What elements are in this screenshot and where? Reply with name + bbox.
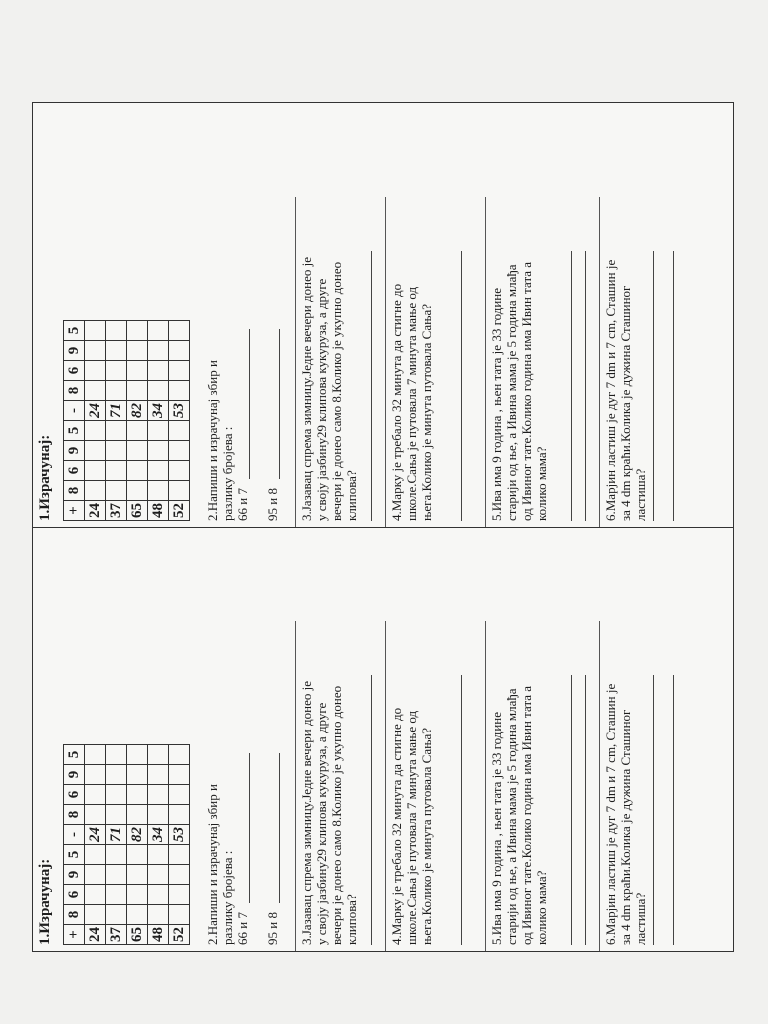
answer-cell[interactable] [127, 905, 148, 925]
table-cell: 53 [169, 401, 190, 421]
table-row [148, 745, 169, 945]
answer-cell[interactable] [106, 461, 127, 481]
section-divider [385, 621, 386, 951]
answer-cell[interactable] [169, 885, 190, 905]
table-cell: + [64, 501, 85, 521]
table-cell: 5 [64, 845, 85, 865]
answer-cell[interactable] [127, 845, 148, 865]
table-cell: 9 [64, 341, 85, 361]
answer-cell[interactable] [169, 765, 190, 785]
answer-cell[interactable] [85, 321, 106, 341]
answer-cell[interactable] [85, 845, 106, 865]
answer-cell[interactable] [85, 745, 106, 765]
answer-cell[interactable] [169, 845, 190, 865]
answer-cell[interactable] [169, 461, 190, 481]
answer-cell[interactable] [106, 805, 127, 825]
table-cell: 9 [64, 865, 85, 885]
task2-pair1: 66 и 7 [235, 488, 250, 521]
task2-text: 2.Напиши и израчунај збир и разлику бројева : [205, 360, 235, 521]
answer-cell[interactable] [127, 745, 148, 765]
answer-line[interactable] [585, 251, 586, 521]
table-cell: 5 [64, 421, 85, 441]
answer-cell[interactable] [169, 481, 190, 501]
answer-cell[interactable] [169, 421, 190, 441]
answer-cell[interactable] [169, 381, 190, 401]
answer-cell[interactable] [85, 885, 106, 905]
answer-cell[interactable] [148, 785, 169, 805]
answer-line[interactable] [653, 251, 654, 521]
answer-cell[interactable] [85, 905, 106, 925]
answer-cell[interactable] [148, 845, 169, 865]
section-divider [295, 621, 296, 951]
answer-line[interactable] [653, 675, 654, 945]
answer-cell[interactable] [148, 765, 169, 785]
answer-cell[interactable] [148, 745, 169, 765]
table-cell: 52 [169, 925, 190, 945]
table-row [169, 745, 190, 945]
answer-cell[interactable] [127, 785, 148, 805]
answer-cell[interactable] [106, 361, 127, 381]
answer-cell[interactable] [148, 461, 169, 481]
answer-cell[interactable] [106, 381, 127, 401]
answer-line[interactable] [279, 753, 280, 903]
answer-cell[interactable] [85, 765, 106, 785]
task1-title: 1.Израчунај: [37, 858, 53, 945]
task4-text: 4.Марку је требало 32 минута да стигне до школе.Сања је путовала 7 минута мање од њега.Колико је минута путовала Сања? [389, 283, 434, 521]
answer-cell[interactable] [127, 361, 148, 381]
section-divider [599, 197, 600, 527]
table-cell: 48 [148, 501, 169, 521]
answer-line[interactable] [279, 329, 280, 479]
table-cell: 71 [106, 401, 127, 421]
table-cell: 37 [106, 925, 127, 945]
worksheet-copy-right [33, 103, 733, 527]
table-cell: 8 [64, 905, 85, 925]
section-divider [599, 621, 600, 951]
answer-cell[interactable] [127, 481, 148, 501]
table-cell: 53 [169, 825, 190, 845]
answer-cell[interactable] [85, 865, 106, 885]
answer-cell[interactable] [169, 321, 190, 341]
answer-cell[interactable] [169, 805, 190, 825]
table-cell: 65 [127, 925, 148, 945]
table-cell: 34 [148, 825, 169, 845]
answer-cell[interactable] [106, 481, 127, 501]
table-cell: 8 [64, 481, 85, 501]
task5-text: 5.Ива има 9 година , њен тата је 33 године старији од ње, а Ивина мама је 5 година млађа од Ивиног тате.Колико година има Ивин тата а колико мама? [489, 685, 549, 945]
answer-cell[interactable] [85, 421, 106, 441]
answer-cell[interactable] [106, 421, 127, 441]
section-divider [485, 621, 486, 951]
answer-cell[interactable] [106, 441, 127, 461]
answer-cell[interactable] [148, 865, 169, 885]
answer-cell[interactable] [127, 441, 148, 461]
answer-line[interactable] [461, 675, 462, 945]
answer-cell[interactable] [148, 905, 169, 925]
answer-cell[interactable] [169, 361, 190, 381]
answer-cell[interactable] [127, 381, 148, 401]
task2-pair2: 95 и 8 [265, 488, 280, 521]
answer-line[interactable] [371, 251, 372, 521]
answer-cell[interactable] [169, 785, 190, 805]
table-cell: 5 [64, 321, 85, 341]
answer-cell[interactable] [148, 481, 169, 501]
answer-cell[interactable] [148, 321, 169, 341]
task6-text: 6.Марјин ластиш је дуг 7 dm и 7 cm, Сташин је за 4 dm краћи.Колика је дужина Сташиног ластиша? [603, 683, 648, 945]
section-divider [385, 197, 386, 527]
table-header-row [64, 321, 85, 521]
table-cell: 24 [85, 925, 106, 945]
task3-text: 3.Јазавац спрема зимницу.Једне вечери донео је у своју јазбину29 клипова кукуруза, а друге вечери је донео само 8.Колико је укупно донео клипова? [299, 681, 359, 945]
table-row [85, 321, 106, 521]
answer-cell[interactable] [127, 461, 148, 481]
answer-cell[interactable] [106, 845, 127, 865]
task6-text: 6.Марјин ластиш је дуг 7 dm и 7 cm, Сташин је за 4 dm краћи.Колика је дужина Сташиног ластиша? [603, 259, 648, 521]
answer-cell[interactable] [127, 421, 148, 441]
answer-cell[interactable] [85, 441, 106, 461]
answer-line[interactable] [249, 753, 250, 903]
answer-cell[interactable] [148, 421, 169, 441]
section-divider [485, 197, 486, 527]
answer-cell[interactable] [169, 441, 190, 461]
answer-cell[interactable] [127, 865, 148, 885]
task2-pair2: 95 и 8 [265, 912, 280, 945]
table-cell: 65 [127, 501, 148, 521]
section-divider [295, 197, 296, 527]
answer-cell[interactable] [169, 865, 190, 885]
table-row [127, 321, 148, 521]
answer-cell[interactable] [148, 885, 169, 905]
task2-text: 2.Напиши и израчунај збир и разлику бројева : [205, 784, 235, 945]
table-row [106, 321, 127, 521]
answer-cell[interactable] [106, 865, 127, 885]
table-header-row [64, 745, 85, 945]
answer-cell[interactable] [85, 361, 106, 381]
answer-cell[interactable] [127, 765, 148, 785]
answer-cell[interactable] [85, 481, 106, 501]
table-row [169, 321, 190, 521]
table-cell: 48 [148, 925, 169, 945]
answer-cell[interactable] [85, 461, 106, 481]
answer-cell[interactable] [169, 905, 190, 925]
table-row [85, 745, 106, 945]
answer-cell[interactable] [169, 341, 190, 361]
answer-line[interactable] [461, 251, 462, 521]
answer-line[interactable] [249, 329, 250, 479]
table-cell: - [64, 401, 85, 421]
answer-cell[interactable] [106, 765, 127, 785]
answer-cell[interactable] [148, 361, 169, 381]
answer-cell[interactable] [169, 745, 190, 765]
table-row [148, 321, 169, 521]
task4-text: 4.Марку је требало 32 минута да стигне до школе.Сања је путовала 7 минута мање од њега.Колико је минута путовала Сања? [389, 707, 434, 945]
table-cell: 8 [64, 381, 85, 401]
task2-pair1: 66 и 7 [235, 912, 250, 945]
answer-line[interactable] [673, 251, 674, 521]
answer-cell[interactable] [148, 341, 169, 361]
task1-title: 1.Израчунај: [37, 434, 53, 521]
answer-line[interactable] [673, 675, 674, 945]
answer-cell[interactable] [85, 785, 106, 805]
table-cell: 24 [85, 401, 106, 421]
table-cell: 82 [127, 401, 148, 421]
calc-table [63, 320, 190, 521]
table-cell: 8 [64, 805, 85, 825]
answer-cell[interactable] [85, 341, 106, 361]
worksheet-sheet [32, 102, 734, 952]
answer-cell[interactable] [106, 905, 127, 925]
table-cell: 24 [85, 825, 106, 845]
table-cell: 5 [64, 745, 85, 765]
answer-cell[interactable] [148, 441, 169, 461]
answer-cell[interactable] [85, 381, 106, 401]
answer-cell[interactable] [148, 805, 169, 825]
answer-line[interactable] [571, 675, 572, 945]
answer-cell[interactable] [127, 321, 148, 341]
worksheet-copy-left [33, 527, 733, 951]
table-row [106, 745, 127, 945]
table-cell: 71 [106, 825, 127, 845]
answer-line[interactable] [571, 251, 572, 521]
table-row [127, 745, 148, 945]
table-cell: 24 [85, 501, 106, 521]
answer-cell[interactable] [85, 805, 106, 825]
table-cell: 6 [64, 785, 85, 805]
answer-cell[interactable] [106, 885, 127, 905]
answer-cell[interactable] [106, 745, 127, 765]
answer-line[interactable] [371, 675, 372, 945]
table-cell: 52 [169, 501, 190, 521]
answer-cell[interactable] [106, 341, 127, 361]
answer-cell[interactable] [106, 321, 127, 341]
answer-line[interactable] [585, 675, 586, 945]
table-cell: 6 [64, 461, 85, 481]
table-cell: 37 [106, 501, 127, 521]
task5-text: 5.Ива има 9 година , њен тата је 33 године старији од ње, а Ивина мама је 5 година млађа од Ивиног тате.Колико година има Ивин тата а колико мама? [489, 261, 549, 521]
table-cell: + [64, 925, 85, 945]
table-cell: 6 [64, 361, 85, 381]
table-cell: 34 [148, 401, 169, 421]
answer-cell[interactable] [127, 885, 148, 905]
calc-table [63, 744, 190, 945]
answer-cell[interactable] [127, 805, 148, 825]
task3-text: 3.Јазавац спрема зимницу.Једне вечери донео је у своју јазбину29 клипова кукуруза, а друге вечери је донео само 8.Колико је укупно донео клипова? [299, 257, 359, 521]
answer-cell[interactable] [127, 341, 148, 361]
answer-cell[interactable] [148, 381, 169, 401]
table-cell: 9 [64, 765, 85, 785]
table-cell: 9 [64, 441, 85, 461]
table-cell: 82 [127, 825, 148, 845]
answer-cell[interactable] [106, 785, 127, 805]
table-cell: 6 [64, 885, 85, 905]
table-cell: - [64, 825, 85, 845]
